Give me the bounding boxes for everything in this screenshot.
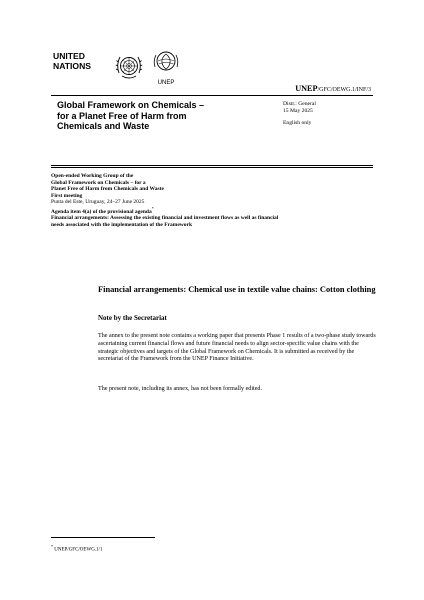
body-paragraph-2 [98,386,376,394]
footnote-mark: * [51,544,53,549]
unep-logo-label: UNEP [157,80,175,86]
framework-title-line3: Chemicals and Waste [57,121,150,131]
body-paragraph-1 [98,333,376,364]
framework-title-line2: for a Planet Free of Harm from [57,110,187,121]
agenda-item: Agenda item 4(a) of the provisional agenda [51,208,152,215]
org-name-line2: NATIONS [53,61,92,71]
meeting-line1: Open-ended Working Group of the [51,173,134,179]
title-rule-double [51,167,373,168]
framework-title-line1: Global Framework on Chemicals – [57,100,205,110]
meeting-info [51,173,286,229]
org-name-line1: UNITED [53,51,85,61]
footnote [51,544,102,553]
document-symbol-rest: /GFC/OEWG.1/INF/3 [317,87,371,93]
meeting-session: First meeting [51,192,83,199]
document-date: 15 May 2025 [283,108,313,114]
footnote-text: UNEP/GFC/OEWG.1/1 [54,547,103,553]
distribution: Distr.: General [283,101,316,107]
un-emblem-icon [114,53,144,81]
document-symbol [295,84,371,93]
document-language: English only [283,120,312,126]
document-title: Financial arrangements: Chemical use in textile value chains: Cotton clothing [98,285,376,294]
document-symbol-bold: UNEP [295,84,318,93]
header-rule [51,95,373,96]
meeting-line2: Global Framework on Chemicals – for a [51,179,146,186]
framework-title [57,100,257,132]
meeting-line3: Planet Free of Harm from Chemicals and Waste [51,186,164,193]
unep-logo-icon [152,50,180,84]
body-paragraph-1-text: The annex to the present note contains a working paper that presents Phase 1 results of a two-phase study towards ascertaining current financial flows and future financial needs to align sector-specific value chains with the strategic objectives and targets of the Global Framework on Chemicals. It is submitted as received by the secretariat of the Framework from the UNEP Finance Initiative. [98,333,376,363]
agenda-footnote-mark: * [151,205,154,211]
body-paragraph-2-text: The present note, including its annex, has not been formally edited. [98,386,262,392]
footnote-rule [51,537,155,538]
note-heading: Note by the Secretariat [98,314,167,322]
org-name [53,51,91,71]
agenda-description: Financial arrangements: Assessing the existing financial and investment flows as well as financial needs associated with the implementation of the Framework [51,215,279,228]
meeting-place-date: Punta del Este, Uruguay, 24–27 June 2025 [51,199,145,206]
title-rule [51,165,373,166]
